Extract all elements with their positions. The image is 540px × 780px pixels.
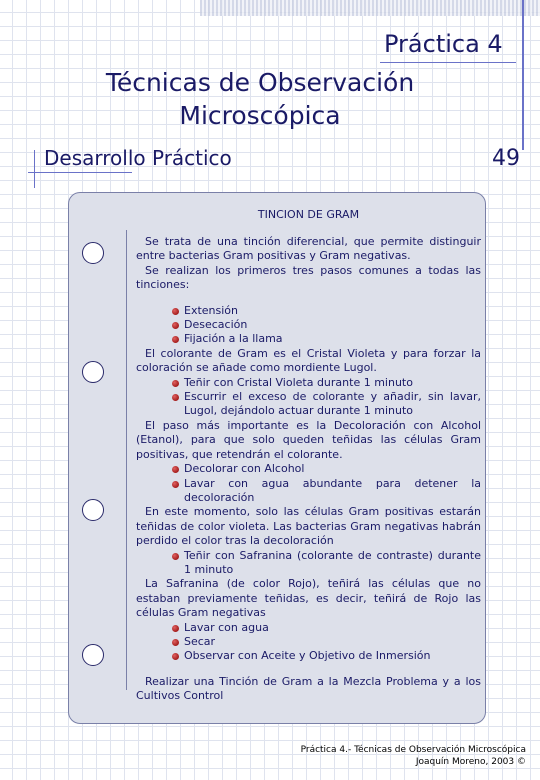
bullet-icon [172,394,179,401]
list-item: Fijación a la llama [172,332,481,346]
margin-rule-left [34,150,35,188]
list-violet-steps [136,376,481,419]
card-margin-rule [126,230,127,690]
list-item: Secar [172,635,481,649]
page-number: 49 [492,146,520,171]
page-title [60,66,460,132]
paragraph-gram-result: En este momento, solo las células Gram positivas estarán teñidas de color violeta. Las bacterias Gram negativas habrán perdido el color tras la decoloración [136,505,481,548]
list-common-steps [136,304,481,347]
bullet-icon [172,466,179,473]
bullet-icon [172,322,179,329]
page-footer [301,744,526,768]
list-item: Lavar con agua abundante para detener la decoloración [172,477,481,506]
footer-line-1: Práctica 4.- Técnicas de Observación Microscópica [300,745,526,755]
section-underline [28,172,132,173]
paragraph-decoloration: El paso más importante es la Decoloración con Alcohol (Etanol), para que solo queden teñidas las células Gram positivas, que retendrán el colorante. [136,418,481,461]
card-heading: TINCION DE GRAM [257,208,360,221]
list-item: Extensión [172,304,481,318]
title-line-2: Microscópica [179,101,341,130]
bullet-icon [172,481,179,488]
bullet-icon [172,336,179,343]
practica-underline [380,62,516,63]
section-heading: Desarrollo Práctico [44,146,232,170]
card-content [136,235,481,704]
paragraph-closing: Realizar una Tinción de Gram a la Mezcla Problema y a los Cultivos Control [136,674,481,703]
bullet-icon [172,380,179,387]
list-safranin-steps [136,549,481,578]
paragraph-crystal-violet: El colorante de Gram es el Cristal Violeta y para forzar la coloración se añade como mordiente Lugol. [136,346,481,375]
list-item: Desecación [172,318,481,332]
top-stripe-decoration [200,0,540,16]
bullet-icon [172,553,179,560]
list-item: Observar con Aceite y Objetivo de Inmersión [172,649,481,663]
list-item: Teñir con Safranina (colorante de contraste) durante 1 minuto [172,549,481,578]
binder-ring-2 [82,361,104,383]
margin-rule-right [522,0,524,150]
list-final-steps [136,621,481,664]
binder-ring-1 [82,242,104,264]
list-decolor-steps [136,462,481,505]
list-item: Teñir con Cristal Violeta durante 1 minuto [172,376,481,390]
binder-ring-3 [82,499,104,521]
bullet-icon [172,308,179,315]
paragraph-intro-1: Se trata de una tinción diferencial, que permite distinguir entre bacterias Gram positivas y Gram negativas. [136,235,481,263]
practica-label: Práctica 4 [384,30,503,58]
paragraph-safranin: La Safranina (de color Rojo), teñirá las células que no estaban previamente teñidas, es decir, teñirá de Rojo las células Gram negativas [136,577,481,620]
list-item: Escurrir el exceso de colorante y añadir, sin lavar, Lugol, dejándolo actuar durante 1 minuto [172,390,481,419]
title-line-1: Técnicas de Observación [105,68,415,97]
paragraph-intro-2: Se realizan los primeros tres pasos comunes a todas las tinciones: [136,263,481,292]
bullet-icon [172,653,179,660]
bullet-icon [172,625,179,632]
list-item: Lavar con agua [172,621,481,635]
binder-ring-4 [82,644,104,666]
footer-line-2: Joaquín Moreno, 2003 © [415,757,526,767]
list-item: Decolorar con Alcohol [172,462,481,476]
bullet-icon [172,639,179,646]
